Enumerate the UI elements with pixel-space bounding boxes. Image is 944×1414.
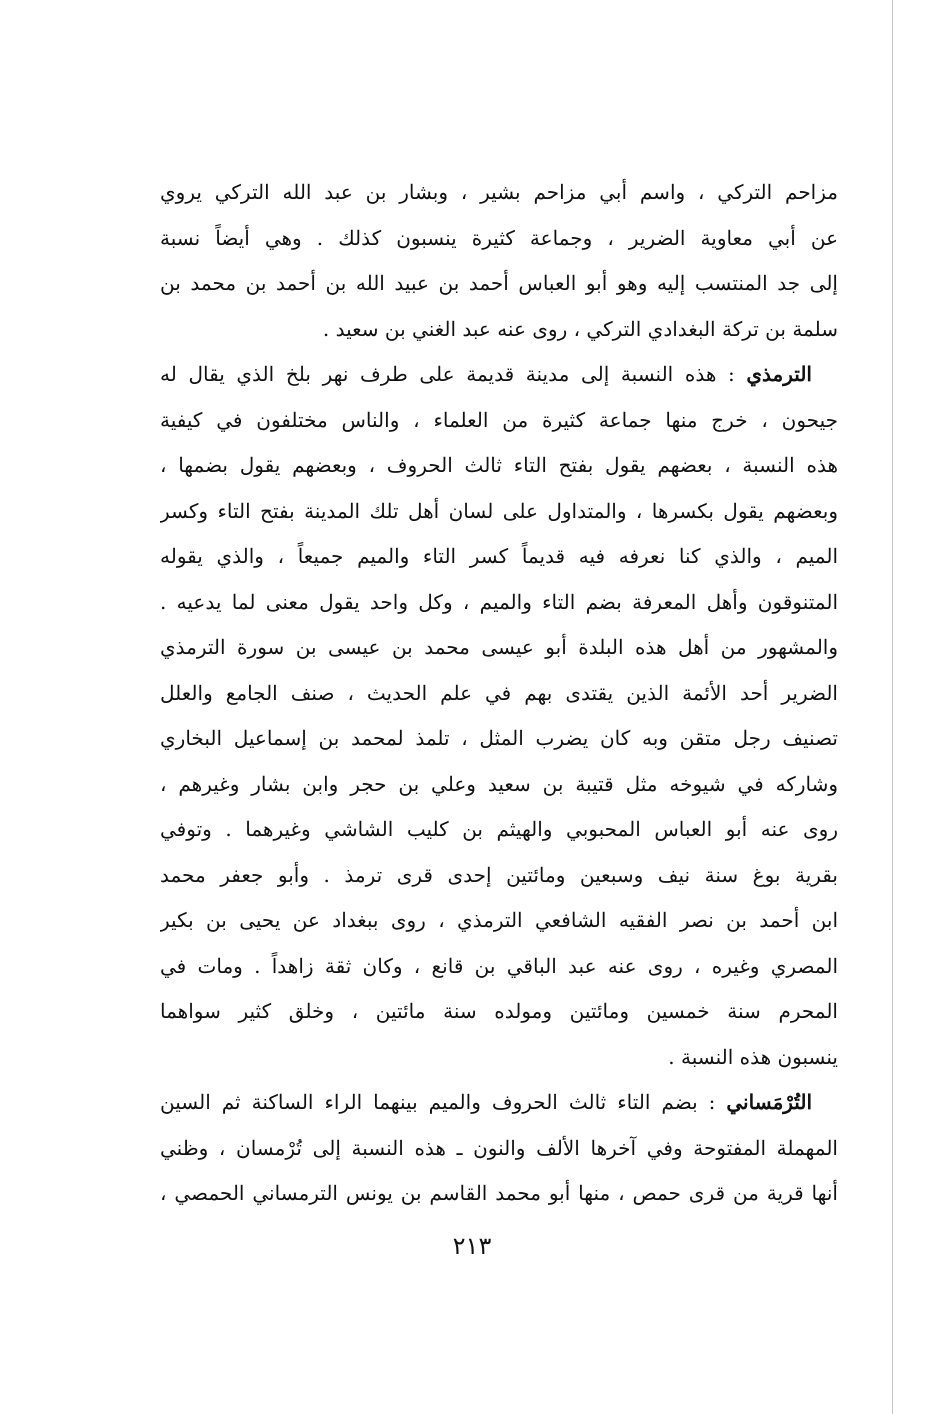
body-text — [160, 170, 838, 1217]
text-line: سلمة بن تركة البغدادي التركي ، روى عنه عبد الغني بن سعيد . — [322, 316, 838, 341]
text-line: أنها قرية من قرى حمص ، منها أبو محمد القاسم بن يونس الترمساني الحمصي ، — [160, 1181, 838, 1205]
text-line: عن أبي معاوية الضرير ، وجماعة كثيرة ينسبون كذلك . وهي أيضاً نسبة — [160, 225, 838, 250]
text-line: ابن أحمد بن نصر الفقيه الشافعي الترمذي ، روى ببغداد عن يحيى بن بكير — [160, 908, 838, 932]
entry-title-tirmidhi: الترمذي — [746, 362, 812, 386]
text-line: إلى جد المنتسب إليه وهو أبو العباس أحمد بن عبيد الله بن أحمد بن محمد بن — [160, 271, 838, 295]
text-line: وبعضهم يقول بكسرها ، والمتداول على لسان أهل تلك المدينة بفتح التاء وكسر — [160, 498, 838, 523]
text-line: روى عنه أبو العباس المحبوبي والهيثم بن كليب الشاشي وغيرهما . وتوفي — [160, 817, 838, 841]
text-line: المهملة المفتوحة وفي آخرها الألف والنون ـ هذه النسبة إلى تُرْمسان ، وظني — [160, 1135, 838, 1160]
text-line: جيحون ، خرج منها جماعة كثيرة من العلماء ، والناس مختلفون في كيفية — [160, 407, 838, 432]
text-line: ينسبون هذه النسبة . — [668, 1044, 838, 1069]
text-line: الميم ، والذي كنا نعرفه فيه قديماً كسر التاء والميم جميعاً ، والذي يقوله — [160, 544, 838, 568]
text-line: هذه النسبة ، بعضهم يقول بفتح التاء ثالث الحروف ، وبعضهم يقول بضمها ، — [160, 453, 838, 477]
text-line: المتنوقون وأهل المعرفة بضم التاء والميم ، وكل واحد يقول معنى لما يدعيه . — [160, 589, 838, 614]
entry-heading-line — [160, 1080, 838, 1126]
text-line: تصنيف رجل متقن وبه كان يضرب المثل ، تلمذ لمحمد بن إسماعيل البخاري — [160, 726, 838, 750]
text-line: بقرية بوغ سنة نيف وسبعين ومائتين إحدى قرى ترمذ . وأبو جعفر محمد — [160, 862, 838, 887]
entry-text: : هذه النسبة إلى مدينة قديمة على طرف نهر بلخ الذي يقال له — [160, 362, 747, 386]
page-edge-line — [892, 0, 893, 1414]
text-line: مزاحم التركي ، واسم أبي مزاحم بشير ، وبشار بن عبد الله التركي يروي — [160, 180, 838, 204]
text-line: الضرير أحد الأئمة الذين يقتدى بهم في علم الحديث ، صنف الجامع والعلل — [160, 680, 838, 705]
entry-text: : بضم التاء ثالث الحروف والميم بينهما الراء الساكنة ثم السين — [160, 1090, 727, 1114]
entry-title-turmusani: التُرْمَساني — [726, 1090, 812, 1114]
text-line: وشاركه في شيوخه مثل قتيبة بن سعيد وعلي بن حجر وابن بشار وغيرهم ، — [160, 771, 838, 796]
text-line: المصري وغيره ، روى عنه عبد الباقي بن قانع ، وكان ثقة زاهداً . ومات في — [160, 953, 838, 978]
text-line: المحرم سنة خمسين ومائتين ومولده سنة مائتين ، وخلق كثير سواهما — [160, 999, 838, 1023]
text-line: والمشهور من أهل هذه البلدة أبو عيسى محمد بن عيسى بن سورة الترمذي — [160, 635, 838, 659]
page-number: ٢١٣ — [452, 1232, 492, 1260]
entry-heading-line — [160, 352, 838, 398]
